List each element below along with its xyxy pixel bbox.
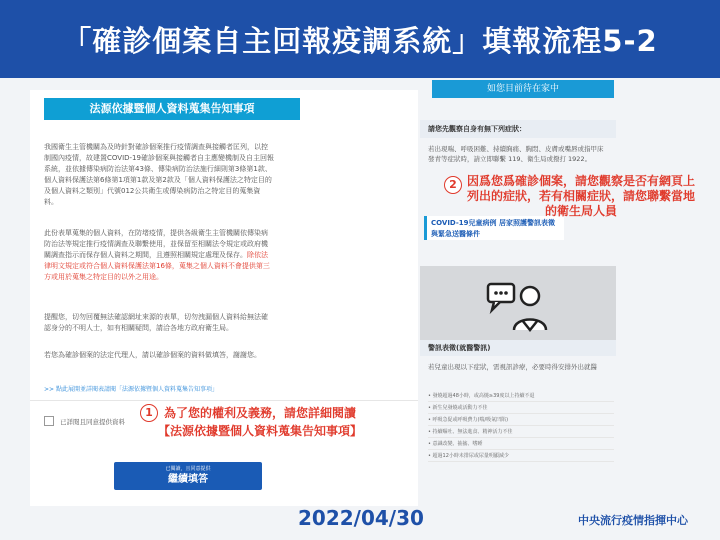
step-badge-1: 1 xyxy=(140,404,158,422)
list-item: • 呼吸急促或呼吸費力(喘/吸氣凹陷) xyxy=(428,414,614,426)
warning-heading: 警訊表徵(就醫警訊) xyxy=(420,340,616,356)
continue-button-subtext: 已閱讀，且同意提供 xyxy=(165,466,211,472)
notice-paragraph-2 xyxy=(44,228,274,283)
agree-checkbox[interactable] xyxy=(44,416,54,426)
agree-label: 已詳閱且同意提供資料 xyxy=(60,417,125,426)
annotation-1-line-2: 【法源依據暨個人資料蒐集告知事項】 xyxy=(158,424,363,438)
notice-paragraph-4: 若您為確診個案的法定代理人，請以確診個案的資料做填答，謝謝您。 xyxy=(44,351,261,359)
home-status-bar: 如您目前待在家中 xyxy=(432,80,614,98)
symptom-panel xyxy=(420,100,620,470)
continue-button[interactable] xyxy=(114,462,262,490)
notice-paragraph-2-text: 此份表單蒐集的個人資料，在防堵疫情，提供各級衛生主管機關依傳染病防治法等規定推行疫情調查及聯繫使用，並保留至相關法令規定或政府機關調查指示而保存個人資料之期間，且遵照相關規定處理及保存。 xyxy=(44,229,268,259)
annotation-1-line-1: 為了您的權利及義務，請您詳細閱讀 xyxy=(164,406,357,420)
warning-list xyxy=(428,390,614,462)
list-item: • 發燒超過48小時，或高燒≥39度以上持續不退 xyxy=(428,390,614,402)
title-banner xyxy=(0,0,720,78)
page-title: 「確診個案自主回報疫調系統」填報流程5-2 xyxy=(62,23,658,58)
video-consultation-icon xyxy=(486,280,550,332)
step-badge-2: 2 xyxy=(444,176,462,194)
notice-paragraph-3: 提醒您，切勿回覆無法確認網址來源的表單，切勿洩漏個人資料給無法確認身分的不明人士，如有相關疑問，請洽各地方政府衛生局。 xyxy=(44,313,268,332)
release-date: 2022/04/30 xyxy=(298,506,424,530)
notice-paragraph-1: 我國衛生主管機關為及時針對確診個案推行疫情調查與接觸者匡列，以控制國內疫情，故建置COVID-19確診個案與接觸者自主應變機制及自主回報系統，並依據傳染病防治法第43條、傳染病防治法施行細則第3條第1款、個人資料保護法第6條第1項第1款及第2款及「個人資料保護法之特定目的及個人資料之類別」代號012公共衛生或傳染病防治之特定目的蒐集資料。 xyxy=(44,143,274,206)
notice-paragraph-2-red: 除依法律明文規定或符合個人資料保護法第16條，蒐集之個人資料不會提供第三方或用於蒐集之特定目的以外之用途。 xyxy=(44,251,270,281)
annotation-2: 因爲您爲確診個案，請您觀察是否有網頁上列出的症狀，若有相關症狀，請您聯繫當地的衛生局人員 xyxy=(466,174,695,218)
notice-panel xyxy=(30,90,418,506)
agree-checkbox-row[interactable] xyxy=(44,416,125,426)
agency-name: 中央流行疫情指揮中心 xyxy=(578,514,688,527)
warning-text: 若兒童出現以下症狀，需視訊診療，必要時得安排外出就醫 xyxy=(428,363,597,371)
notice-title: 法源依據暨個人資料蒐集告知事項 xyxy=(44,98,300,120)
symptom-text: 若出現喘、呼吸困難、持續胸痛、胸悶、皮膚或嘴唇或指甲床發青等症狀時，請立即聯繫 119、衛生局或撥打 1922。 xyxy=(428,145,604,163)
divider xyxy=(30,400,418,401)
list-item: • 超過12小時未排尿或尿量明顯減少 xyxy=(428,450,614,462)
list-item: • 新生兒發燒或活動力不佳 xyxy=(428,402,614,414)
covid-children-card[interactable]: COVID-19兒童病例 居家照護警訊表徵與緊急送醫條件 xyxy=(424,216,564,240)
continue-button-label: 繼續填答 xyxy=(168,474,208,485)
list-item: • 持續嘔吐、無法進食、精神活力不佳 xyxy=(428,426,614,438)
list-item: • 意識改變、抽搐、嗜睡 xyxy=(428,438,614,450)
symptom-heading: 請您先觀察自身有無下列症狀： xyxy=(420,120,616,138)
notice-expand-link[interactable]: >> 點此展開並詳閱表請閱「法源依據暨個人資料蒐集告知事項」 xyxy=(44,386,218,393)
